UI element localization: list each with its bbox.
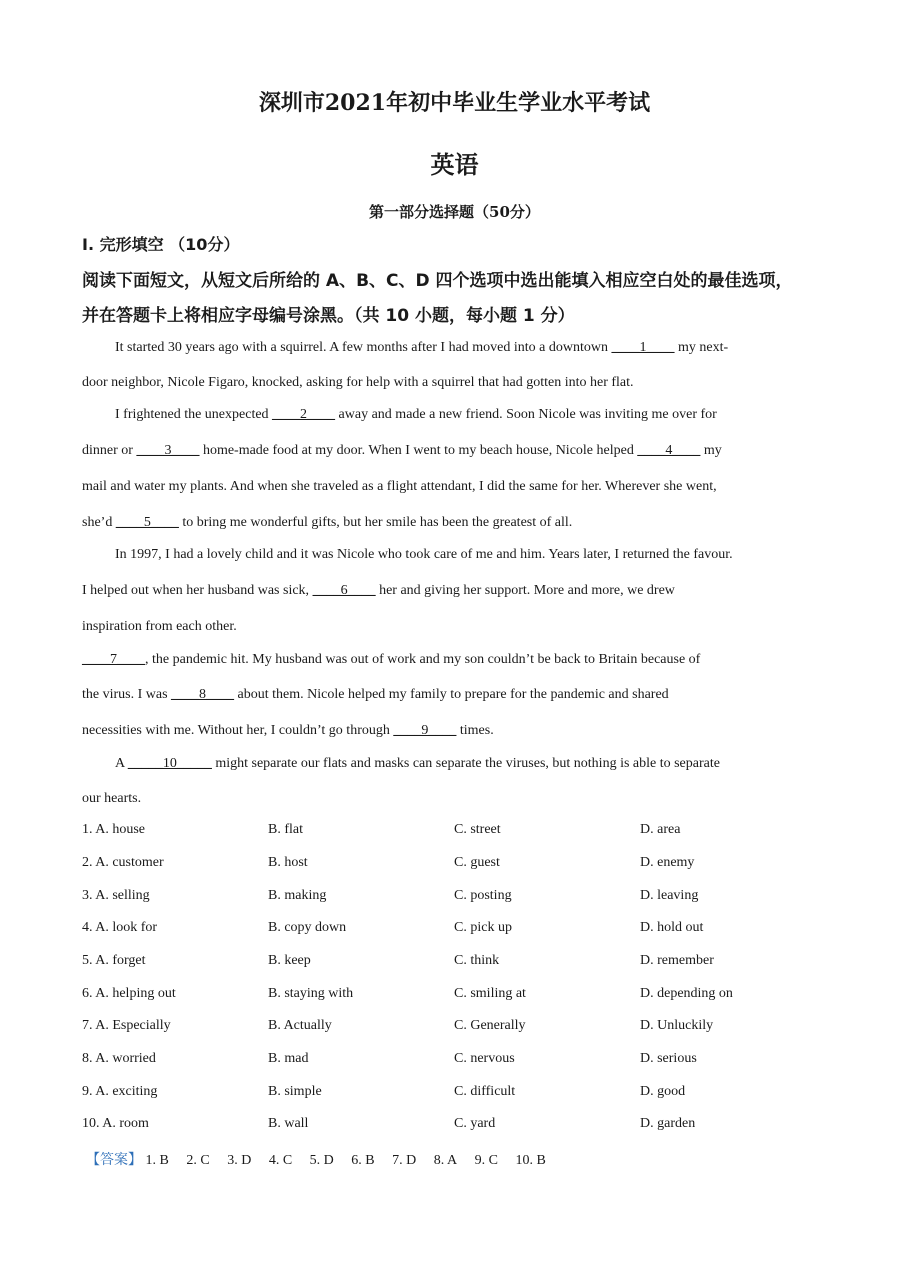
passage-line: [82, 685, 827, 705]
passage-text: times.: [456, 723, 494, 738]
passage-line: [115, 338, 827, 358]
passage-line: [115, 405, 827, 425]
option-b: B. making: [268, 888, 327, 903]
subject-title: 英语: [430, 150, 479, 179]
passage-text: I helped out when her husband was sick,: [82, 583, 313, 598]
passage-text: , the pandemic hit. My husband was out of work and my son couldn’t be back to Britain because of: [145, 652, 701, 667]
section-heading: I. 完形填空 （10分）: [82, 235, 240, 254]
passage-text: In 1997, I had a lovely child and it was Nicole who took care of me and him. Years later, I returned the favour.: [115, 547, 733, 562]
passage-text: home-made food at my door. When I went to my beach house, Nicole helped: [199, 443, 638, 458]
option-b: B. keep: [268, 953, 311, 968]
blank-3: ____3____: [136, 443, 200, 458]
passage-text: I frightened the unexpected: [115, 407, 273, 422]
passage-text: my: [700, 443, 722, 458]
option-b: B. staying with: [268, 986, 354, 1001]
option-d: D. hold out: [640, 920, 704, 935]
option-row: [82, 888, 827, 908]
option-a: 7. A. Especially: [82, 1018, 171, 1033]
passage-text: A: [115, 756, 128, 771]
answer-item: 1. B: [145, 1153, 169, 1168]
option-d: D. area: [640, 822, 681, 837]
instruction-line-2: 并在答题卡上将相应字母编号涂黑。（共 10 小题，每小题 1 分）: [82, 306, 575, 326]
option-b: B. flat: [268, 822, 303, 837]
answer-item: 2. C: [186, 1153, 210, 1168]
passage-line: [82, 441, 827, 461]
answer-key: [86, 1149, 560, 1169]
option-c: C. Generally: [454, 1018, 526, 1033]
option-row: [82, 1116, 827, 1136]
passage-line: [82, 373, 827, 393]
option-b: B. copy down: [268, 920, 347, 935]
option-a: 10. A. room: [82, 1116, 149, 1131]
option-c: C. street: [454, 822, 501, 837]
option-a: 4. A. look for: [82, 920, 158, 935]
option-row: [82, 855, 827, 875]
option-d: D. depending on: [640, 986, 733, 1001]
option-c: C. yard: [454, 1116, 496, 1131]
answer-item: 4. C: [268, 1153, 293, 1168]
answer-item: 7. D: [392, 1153, 417, 1168]
option-row: [82, 1051, 827, 1071]
passage-line: [82, 617, 827, 637]
blank-8: ____8____: [171, 687, 235, 702]
passage-text: necessities with me. Without her, I couldn’t go through: [82, 723, 394, 738]
option-c: C. difficult: [454, 1084, 516, 1099]
option-a: 8. A. worried: [82, 1051, 156, 1066]
option-a: 6. A. helping out: [82, 986, 176, 1001]
blank-4: ____4____: [637, 443, 701, 458]
passage-text: she’d: [82, 515, 116, 530]
option-d: D. leaving: [640, 888, 699, 903]
passage-line: [82, 477, 827, 497]
option-b: B. mad: [268, 1051, 309, 1066]
passage-text: our hearts.: [82, 791, 142, 806]
option-d: D. good: [640, 1084, 686, 1099]
option-d: D. serious: [640, 1051, 697, 1066]
option-row: [82, 1018, 827, 1038]
blank-7: ____7____: [82, 652, 145, 667]
answer-tag: 【答案】: [86, 1152, 142, 1168]
option-a: 2. A. customer: [82, 855, 164, 870]
option-d: D. enemy: [640, 855, 695, 870]
passage-line: [115, 754, 827, 774]
passage-line: [115, 545, 827, 565]
option-a: 5. A. forget: [82, 953, 146, 968]
exam-title: 深圳市2021年初中毕业生学业水平考试: [258, 90, 651, 116]
blank-1: ____1____: [611, 340, 675, 355]
option-c: C. nervous: [454, 1051, 515, 1066]
option-b: B. simple: [268, 1084, 322, 1099]
passage-text: about them. Nicole helped my family to prepare for the pandemic and shared: [234, 687, 669, 702]
blank-2: ____2____: [272, 407, 336, 422]
passage-line: [82, 789, 827, 809]
option-a: 1. A. house: [82, 822, 145, 837]
passage-text: It started 30 years ago with a squirrel. A few months after I had moved into a downtown: [115, 340, 612, 355]
passage-text: the virus. I was: [82, 687, 172, 702]
option-b: B. Actually: [268, 1018, 332, 1033]
option-c: C. posting: [454, 888, 512, 903]
answer-item: 3. D: [227, 1153, 252, 1168]
option-row: [82, 1084, 827, 1104]
answer-item: 10. B: [515, 1153, 546, 1168]
passage-line: [82, 513, 827, 533]
option-c: C. think: [454, 953, 500, 968]
blank-10: _____10_____: [127, 756, 212, 771]
option-a: 3. A. selling: [82, 888, 150, 903]
option-c: C. smiling at: [454, 986, 526, 1001]
answer-item: 8. A: [433, 1153, 458, 1168]
instruction-line-1: 阅读下面短文，从短文后所给的 A、B、C、D 四个选项中选出能填入相应空白处的最佳选项，: [82, 271, 793, 291]
passage-text: inspiration from each other.: [82, 619, 237, 634]
option-row: [82, 953, 827, 973]
option-b: B. host: [268, 855, 308, 870]
part-title: 第一部分选择题（50分）: [369, 203, 540, 221]
answer-item: 9. C: [474, 1153, 498, 1168]
option-c: C. guest: [454, 855, 500, 870]
answer-item: 5. D: [309, 1153, 334, 1168]
option-row: [82, 986, 827, 1006]
passage-line: [82, 650, 827, 670]
blank-5: ____5____: [115, 515, 179, 530]
passage-text: mail and water my plants. And when she traveled as a flight attendant, I did the same for her. Wherever she went,: [82, 479, 717, 494]
passage-text: might separate our flats and masks can separate the viruses, but nothing is able to separate: [211, 756, 720, 771]
option-d: D. remember: [640, 953, 714, 968]
option-d: D. garden: [640, 1116, 696, 1131]
passage-text: my next-: [674, 340, 729, 355]
passage-line: [82, 721, 827, 741]
option-row: [82, 822, 827, 842]
option-b: B. wall: [268, 1116, 309, 1131]
blank-6: ____6____: [312, 583, 376, 598]
passage-text: dinner or: [82, 443, 137, 458]
passage-text: door neighbor, Nicole Figaro, knocked, asking for help with a squirrel that had gotten into her flat.: [82, 375, 634, 390]
passage-text: to bring me wonderful gifts, but her smile has been the greatest of all.: [178, 515, 573, 530]
blank-9: ____9____: [393, 723, 457, 738]
option-a: 9. A. exciting: [82, 1084, 158, 1099]
passage-text: away and made a new friend. Soon Nicole was inviting me over for: [335, 407, 717, 422]
passage-text: her and giving her support. More and more, we drew: [375, 583, 675, 598]
option-d: D. Unluckily: [640, 1018, 714, 1033]
passage-line: [82, 581, 827, 601]
answer-item: 6. B: [351, 1153, 375, 1168]
option-c: C. pick up: [454, 920, 512, 935]
option-row: [82, 920, 827, 940]
